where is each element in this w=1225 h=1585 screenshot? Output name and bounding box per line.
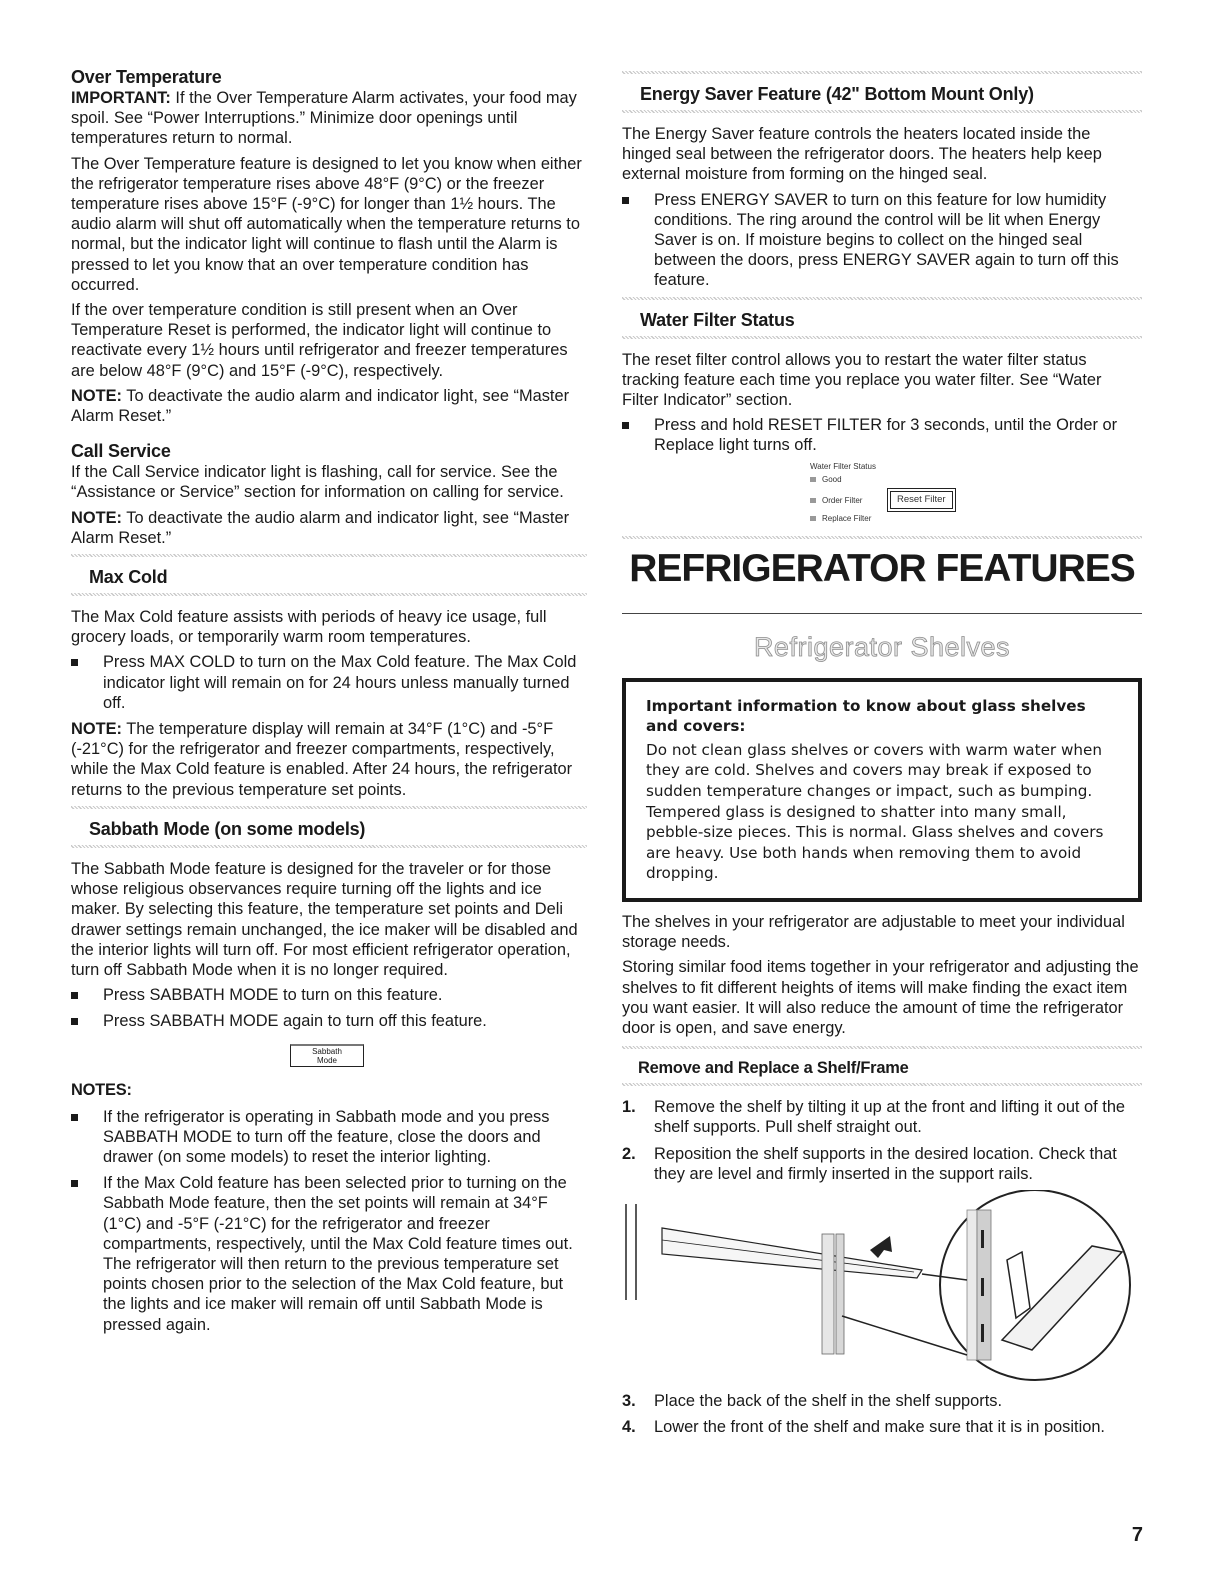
over-temperature-heading: Over Temperature xyxy=(71,67,222,87)
sabbath-bullets xyxy=(71,985,587,1031)
over-temperature-note: NOTE: To deactivate the audio alarm and indicator light, see “Master Alarm Reset.” xyxy=(71,386,570,426)
step-4: 4. Lower the front of the shelf and make sure that it is in position. xyxy=(622,1418,1105,1437)
water-filter-panel-illustration: Water Filter Status Good Order Filter Replace Filter Reset Filter xyxy=(622,462,1142,536)
sabbath-banner xyxy=(71,806,587,848)
sabbath-mode-button-illustration: Sabbath Mode xyxy=(290,1044,364,1067)
max-cold-bullets xyxy=(71,652,587,713)
left-column xyxy=(71,66,587,1341)
notes-heading: NOTES: xyxy=(71,1080,132,1099)
glass-shelves-notice xyxy=(622,678,1142,902)
sabbath-bullet-on: Press SABBATH MODE to turn on this feature. xyxy=(71,985,587,1005)
sabbath-notes xyxy=(71,1107,587,1335)
good-indicator-icon xyxy=(810,477,816,482)
reset-filter-button-illustration: Reset Filter xyxy=(890,491,953,509)
refrigerator-features-title: REFRIGERATOR FEATURES xyxy=(629,546,1135,590)
shelf-steps-continued xyxy=(622,1391,1142,1437)
step-3: 3. Place the back of the shelf in the shelf supports. xyxy=(622,1392,1003,1411)
water-filter-text: The reset filter control allows you to restart the water filter status tracking feature each time you replace you water filter. See “Water Filter Indicator” section. xyxy=(622,350,1102,410)
max-cold-note: NOTE: The temperature display will remain at 34°F (1°C) and -5°F (-21°C) for the refrigerator and freezer compartments, respectively, while the Max Cold feature is enabled. After 24 hours, the refrigerator returns to the previous temperature set points. xyxy=(71,720,573,799)
remove-replace-banner xyxy=(622,1046,1142,1086)
order-indicator-icon xyxy=(810,498,816,503)
sabbath-bullet-off: Press SABBATH MODE again to turn off this feature. xyxy=(71,1011,587,1031)
page-number: 7 xyxy=(1131,1523,1143,1546)
energy-saver-heading: Energy Saver Feature (42" Bottom Mount Only) xyxy=(640,84,1034,104)
notice-body: Do not clean glass shelves or covers with warm water when they are cold. Shelves and covers may break if exposed to sudden temperature changes or impact, such as bumping. Tempered glass is designed to shatter into many small, pebble-size pieces. This is normal. Glass shelves and covers are heavy. Use both hands when removing them to avoid dropping. xyxy=(646,740,1104,883)
replace-indicator-icon xyxy=(810,516,816,521)
right-column xyxy=(622,71,1142,1443)
water-filter-heading: Water Filter Status xyxy=(640,309,795,330)
max-cold-bullet: Press MAX COLD to turn on the Max Cold feature. The Max Cold indicator light will remain on for 24 hours unless manually turned off. xyxy=(71,652,587,713)
step-2: 2. Reposition the shelf supports in the desired location. Check that they are level and firmly inserted in the support rails. xyxy=(622,1144,1117,1183)
max-cold-heading: Max Cold xyxy=(89,567,168,588)
over-temperature-important: IMPORTANT: If the Over Temperature Alarm activates, your food may spoil. See “Power Interruptions.” Minimize door openings until temperatures return to normal. xyxy=(71,89,577,148)
shelf-removal-illustration xyxy=(622,1190,1142,1385)
water-filter-banner xyxy=(622,297,1142,339)
energy-saver-bullet: Press ENERGY SAVER to turn on this feature for low humidity conditions. The ring around the control will be lit when Energy Saver is on. If moisture begins to collect on the hinged seal between the doors, press ENERGY SAVER again to turn off this feature. xyxy=(622,190,1142,291)
sabbath-text: The Sabbath Mode feature is designed for the traveler or for those whose religious observances require turning off the lights and ice maker. By selecting this feature, the temperature set points and Deli drawer settings remain unchanged, the ice maker will be disabled and the interior lights will turn off. For most efficient refrigerator operation, turn off Sabbath Mode when it is no longer required. xyxy=(71,859,578,979)
call-service-note: NOTE: To deactivate the audio alarm and indicator light, see “Master Alarm Reset.” xyxy=(71,508,570,547)
remove-replace-heading: Remove and Replace a Shelf/Frame xyxy=(638,1059,909,1078)
shelf-steps xyxy=(622,1097,1142,1184)
energy-saver-text: The Energy Saver feature controls the heaters located inside the hinged seal between the refrigerator doors. The heaters help keep external moisture from forming on the hinged seal. xyxy=(622,125,1102,184)
energy-saver-banner xyxy=(622,71,1142,113)
water-filter-bullets xyxy=(622,415,1142,455)
shelves-text-2: Storing similar food items together in your refrigerator and adjusting the shelves to fit different heights of items will make finding the exact item you want easier. It will also reduce the amount of time the refrigerator door is open, and save energy. xyxy=(622,958,1139,1037)
panel-title: Water Filter Status xyxy=(810,461,876,471)
sabbath-note-2: If the Max Cold feature has been selected prior to turning on the Sabbath Mode feature, then the set points will remain at 34°F (1°C) and -5°F (-21°C) for the refrigerator and freezer compartments, respectively, until the Max Cold feature times out. The refrigerator will then return to the previous temperature set points chosen prior to the selection of the Max Cold feature, but the lights and ice maker will remain off until Sabbath Mode is pressed again. xyxy=(71,1173,587,1335)
step-1: 1. Remove the shelf by tilting it up at the front and lifting it out of the shelf supports. Pull shelf straight out. xyxy=(622,1098,1126,1137)
over-temperature-reset-text: If the over temperature condition is still present when an Over Temperature Reset is performed, the indicator light will continue to reactivate every 1½ hours until refrigerator and freezer temperatures are below 48°F (9°C) and 15°F (-9°C), respectively. xyxy=(71,301,568,380)
sabbath-note-1: If the refrigerator is operating in Sabbath mode and you press SABBATH MODE to turn off the feature, close the doors and drawer (on some models) to reset the interior lighting. xyxy=(71,1107,587,1168)
title-rule xyxy=(622,613,1142,614)
water-filter-bullet: Press and hold RESET FILTER for 3 seconds, until the Order or Replace light turns off. xyxy=(622,415,1142,455)
over-temperature-description: The Over Temperature feature is designed to let you know when either the refrigerator temperature rises above 48°F (9°C) or the freezer temperature rises above 15°F (-9°C) for longer than 1½ hours. The audio alarm will shut off automatically when the temperature returns to normal, but the indicator light will continue to flash until the Alarm is pressed to let you know that an over temperature condition has occurred. xyxy=(71,154,582,294)
call-service-text: If the Call Service indicator light is flashing, call for service. See the “Assistance or Service” section for information on calling for service. xyxy=(71,463,564,502)
max-cold-text: The Max Cold feature assists with periods of heavy ice usage, full grocery loads, or temporarily warm room temperatures. xyxy=(71,608,547,647)
refrigerator-shelves-title: Refrigerator Shelves xyxy=(753,631,1011,662)
notice-heading: Important information to know about glass shelves and covers: xyxy=(646,696,1086,736)
divider xyxy=(622,536,1142,539)
sabbath-heading: Sabbath Mode (on some models) xyxy=(89,818,366,839)
energy-saver-bullets xyxy=(622,190,1142,291)
shelves-text-1: The shelves in your refrigerator are adjustable to meet your individual storage needs. xyxy=(622,912,1125,952)
max-cold-banner xyxy=(71,554,587,596)
call-service-heading: Call Service xyxy=(71,441,171,462)
